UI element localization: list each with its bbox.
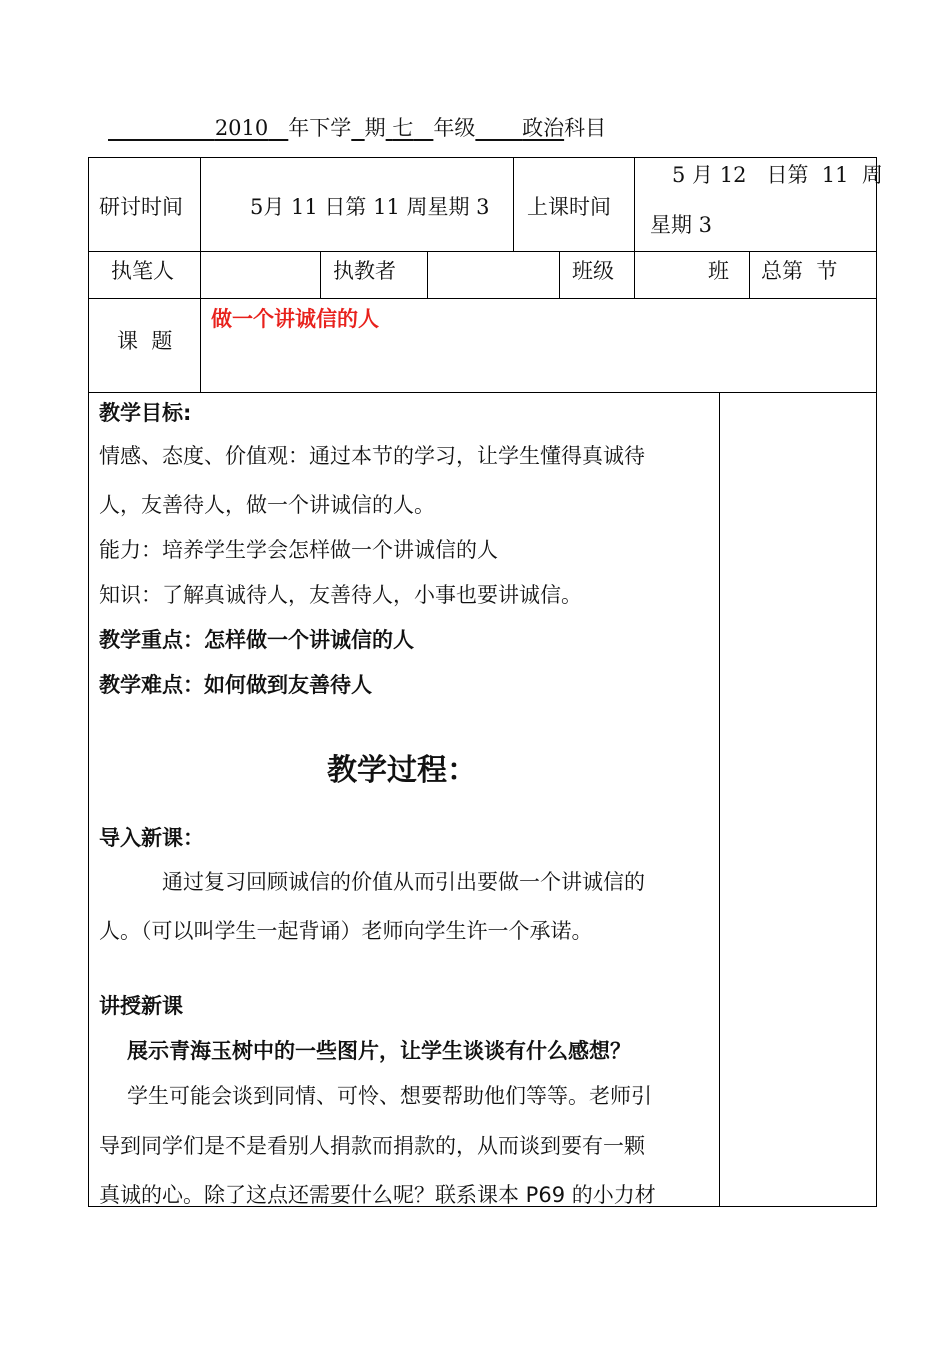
class-value: 班 <box>708 259 729 283</box>
writer-label: 执笔人 <box>111 259 174 283</box>
class-time-value-line2: 星期 3 <box>650 213 713 237</box>
intro-line2: 人。（可以叫学生一起背诵）老师向学生许一个承诺。 <box>99 919 593 943</box>
key-point: 教学重点：怎样做一个讲诚信的人 <box>99 628 414 652</box>
intro-heading: 导入新课： <box>99 826 204 850</box>
header-term: 期 <box>364 116 386 140</box>
header-year: 2010 <box>214 116 269 140</box>
goal-knowledge: 知识：了解真诚待人，友善待人，小事也要讲诚信。 <box>99 583 582 607</box>
header-subject: 政治 <box>522 116 565 140</box>
row-divider-3 <box>88 392 877 393</box>
col-divider-r2-c <box>559 251 560 298</box>
goal-ability: 能力：培养学生学会怎样做一个讲诚信的人 <box>99 538 498 562</box>
row-divider-2 <box>88 298 877 299</box>
intro-line1: 通过复习回顾诚信的价值从而引出要做一个讲诚信的 <box>162 870 645 894</box>
discuss-time-value: 5月 11 日第 11 周星期 3 <box>250 195 490 219</box>
show-pictures: 展示青海玉树中的一些图片，让学生谈谈有什么感想？ <box>127 1039 631 1063</box>
class-time-label: 上课时间 <box>527 195 611 219</box>
col-divider-r1-a <box>513 157 514 251</box>
goal-emotion-line2: 人，友善待人，做一个讲诚信的人。 <box>99 493 435 517</box>
topic-value: 做一个讲诚信的人 <box>211 307 379 331</box>
process-title: 教学过程： <box>327 753 477 788</box>
body-line1: 学生可能会谈到同情、可怜、想要帮助他们等等。老师引 <box>127 1084 652 1108</box>
col-divider-label <box>200 157 201 392</box>
header-line <box>108 112 606 142</box>
difficulty: 教学难点：如何做到友善待人 <box>99 673 372 697</box>
total-lesson-label: 总第 节 <box>761 259 838 283</box>
body-line3: 真诚的心。除了这点还需要什么呢？联系课本 P69 的小力材 <box>99 1183 656 1207</box>
class-label: 班级 <box>572 259 614 283</box>
new-lesson-heading: 讲授新课 <box>99 994 183 1018</box>
col-divider-r2-a <box>320 251 321 298</box>
col-divider-r1-b <box>634 157 635 298</box>
body-line2: 导到同学们是不是看别人捐款而捐款的，从而谈到要有一颗 <box>99 1134 645 1158</box>
goal-heading: 教学目标: <box>99 401 192 425</box>
topic-label: 课 题 <box>117 329 173 353</box>
class-time-value-line1: 5 月 12 日第 11 周 <box>672 163 883 187</box>
header-part2: 年级 <box>433 116 476 140</box>
header-grade: 七 <box>392 116 414 140</box>
discuss-time-label: 研讨时间 <box>99 195 183 219</box>
col-divider-r2-b <box>427 251 428 298</box>
col-divider-r2-d <box>749 251 750 298</box>
teacher-label: 执教者 <box>333 259 396 283</box>
goal-emotion-line1: 情感、态度、价值观：通过本节的学习，让学生懂得真诚待 <box>99 444 645 468</box>
row-divider-1 <box>88 251 877 252</box>
header-part3: 科目 <box>564 116 607 140</box>
header-blank-prefix <box>108 116 215 140</box>
header-part1: 年下学 <box>288 116 352 140</box>
col-divider-margin <box>719 392 720 1207</box>
